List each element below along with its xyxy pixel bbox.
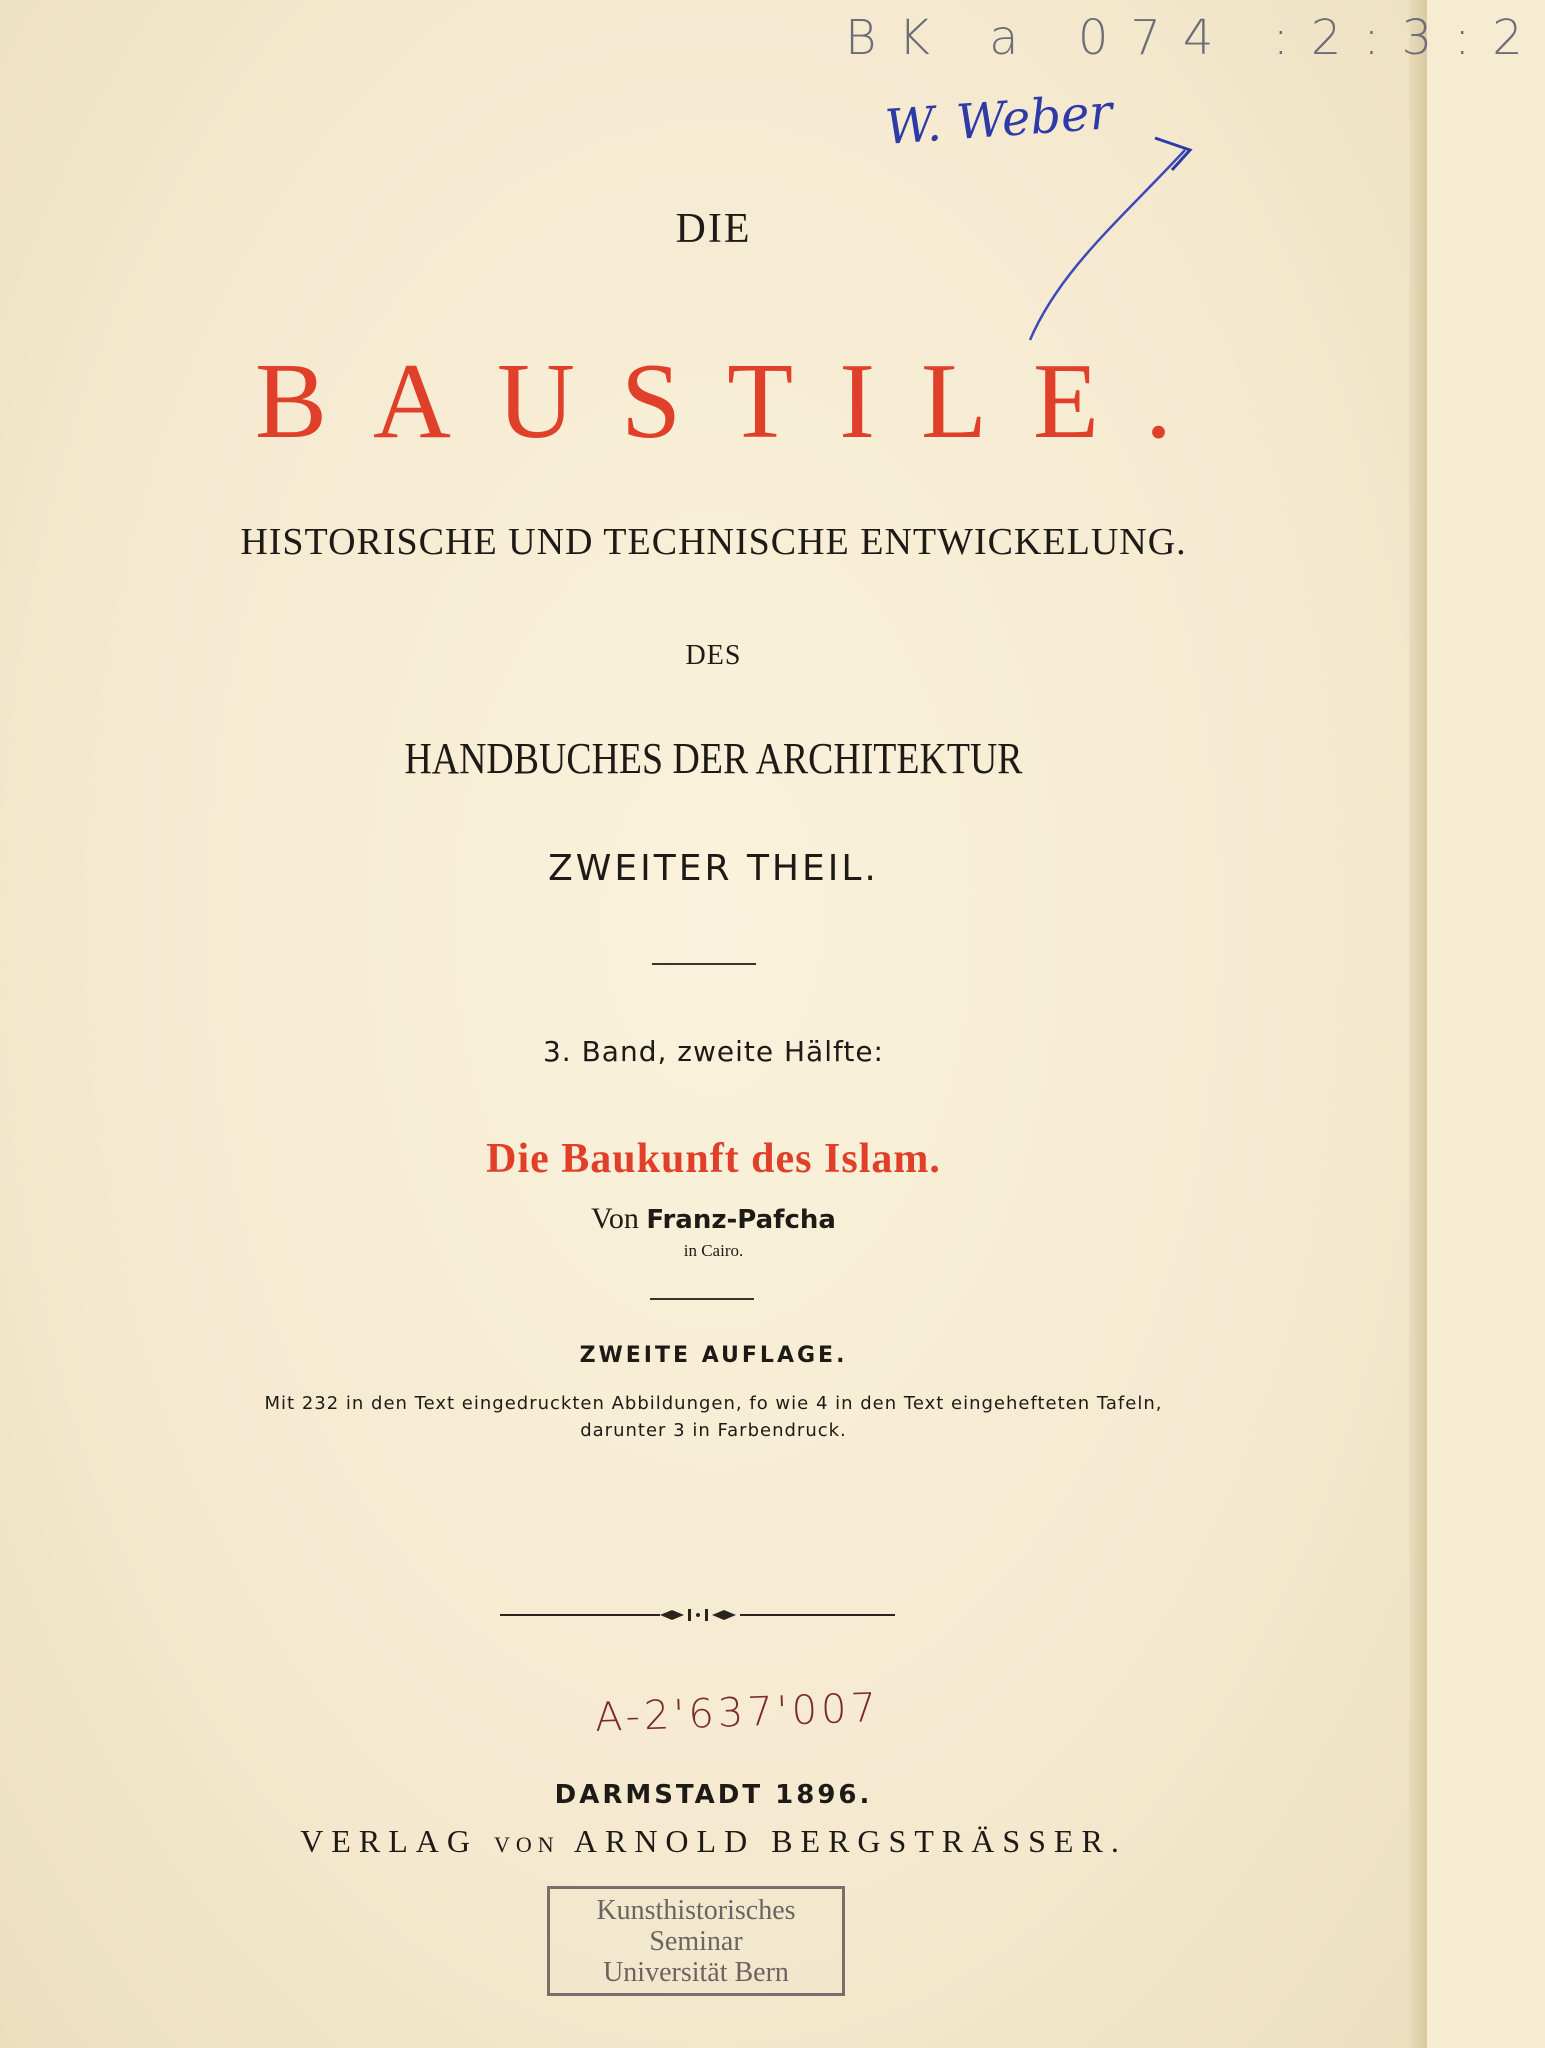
stamp-line-2: Seminar — [649, 1926, 743, 1957]
volume-title: Die Baukunft des Islam. — [486, 1136, 941, 1182]
ornament-divider-icon — [500, 1605, 900, 1625]
divider-rule — [650, 1298, 754, 1300]
pen-arrowhead — [1155, 138, 1190, 170]
stamp-line-3: Universität Bern — [603, 1957, 789, 1988]
subtitle: HISTORISCHE UND TECHNISCHE ENTWICKELUNG. — [240, 521, 1187, 563]
publisher-von: VON — [493, 1832, 560, 1857]
author-location: in Cairo. — [683, 1241, 744, 1260]
edition-label: ZWEITE AUFLAGE. — [579, 1343, 848, 1368]
publisher-line — [0, 1823, 1427, 1860]
author-line — [0, 1202, 1427, 1236]
publisher-name: ARNOLD BERGSTRÄSSER. — [573, 1823, 1127, 1859]
place-year: DARMSTADT 1896. — [554, 1780, 873, 1810]
title-die: DIE — [675, 206, 752, 252]
volume-label: 3. Band, zweite Hälfte: — [542, 1035, 884, 1068]
illustrations-line-1: Mit 232 in den Text eingedruckten Abbildungen, fo wie 4 in den Text eingehefteten Tafeln, — [264, 1393, 1163, 1414]
main-title: BAUSTILE. — [255, 342, 1218, 461]
author-prefix: Von — [591, 1202, 639, 1235]
accession-number: A-2'637'007 — [594, 1685, 881, 1741]
handbuch-title: HANDBUCHES DER ARCHITEKTUR — [404, 734, 1023, 783]
part-label: ZWEITER THEIL. — [548, 848, 879, 889]
library-stamp — [547, 1886, 845, 1996]
stamp-line-1: Kunsthistorisches — [596, 1895, 796, 1926]
title-des: DES — [685, 640, 742, 671]
divider-rule — [652, 963, 756, 965]
illustrations-line-2: darunter 3 in Farbendruck. — [580, 1420, 847, 1441]
author-name: Franz-Pafcha — [646, 1205, 836, 1235]
ink-signature: W. Weber — [883, 84, 1115, 156]
pencil-call-number: BK a 074 :2:3:2 — [845, 10, 1545, 66]
publisher-verlag: VERLAG — [300, 1823, 478, 1859]
